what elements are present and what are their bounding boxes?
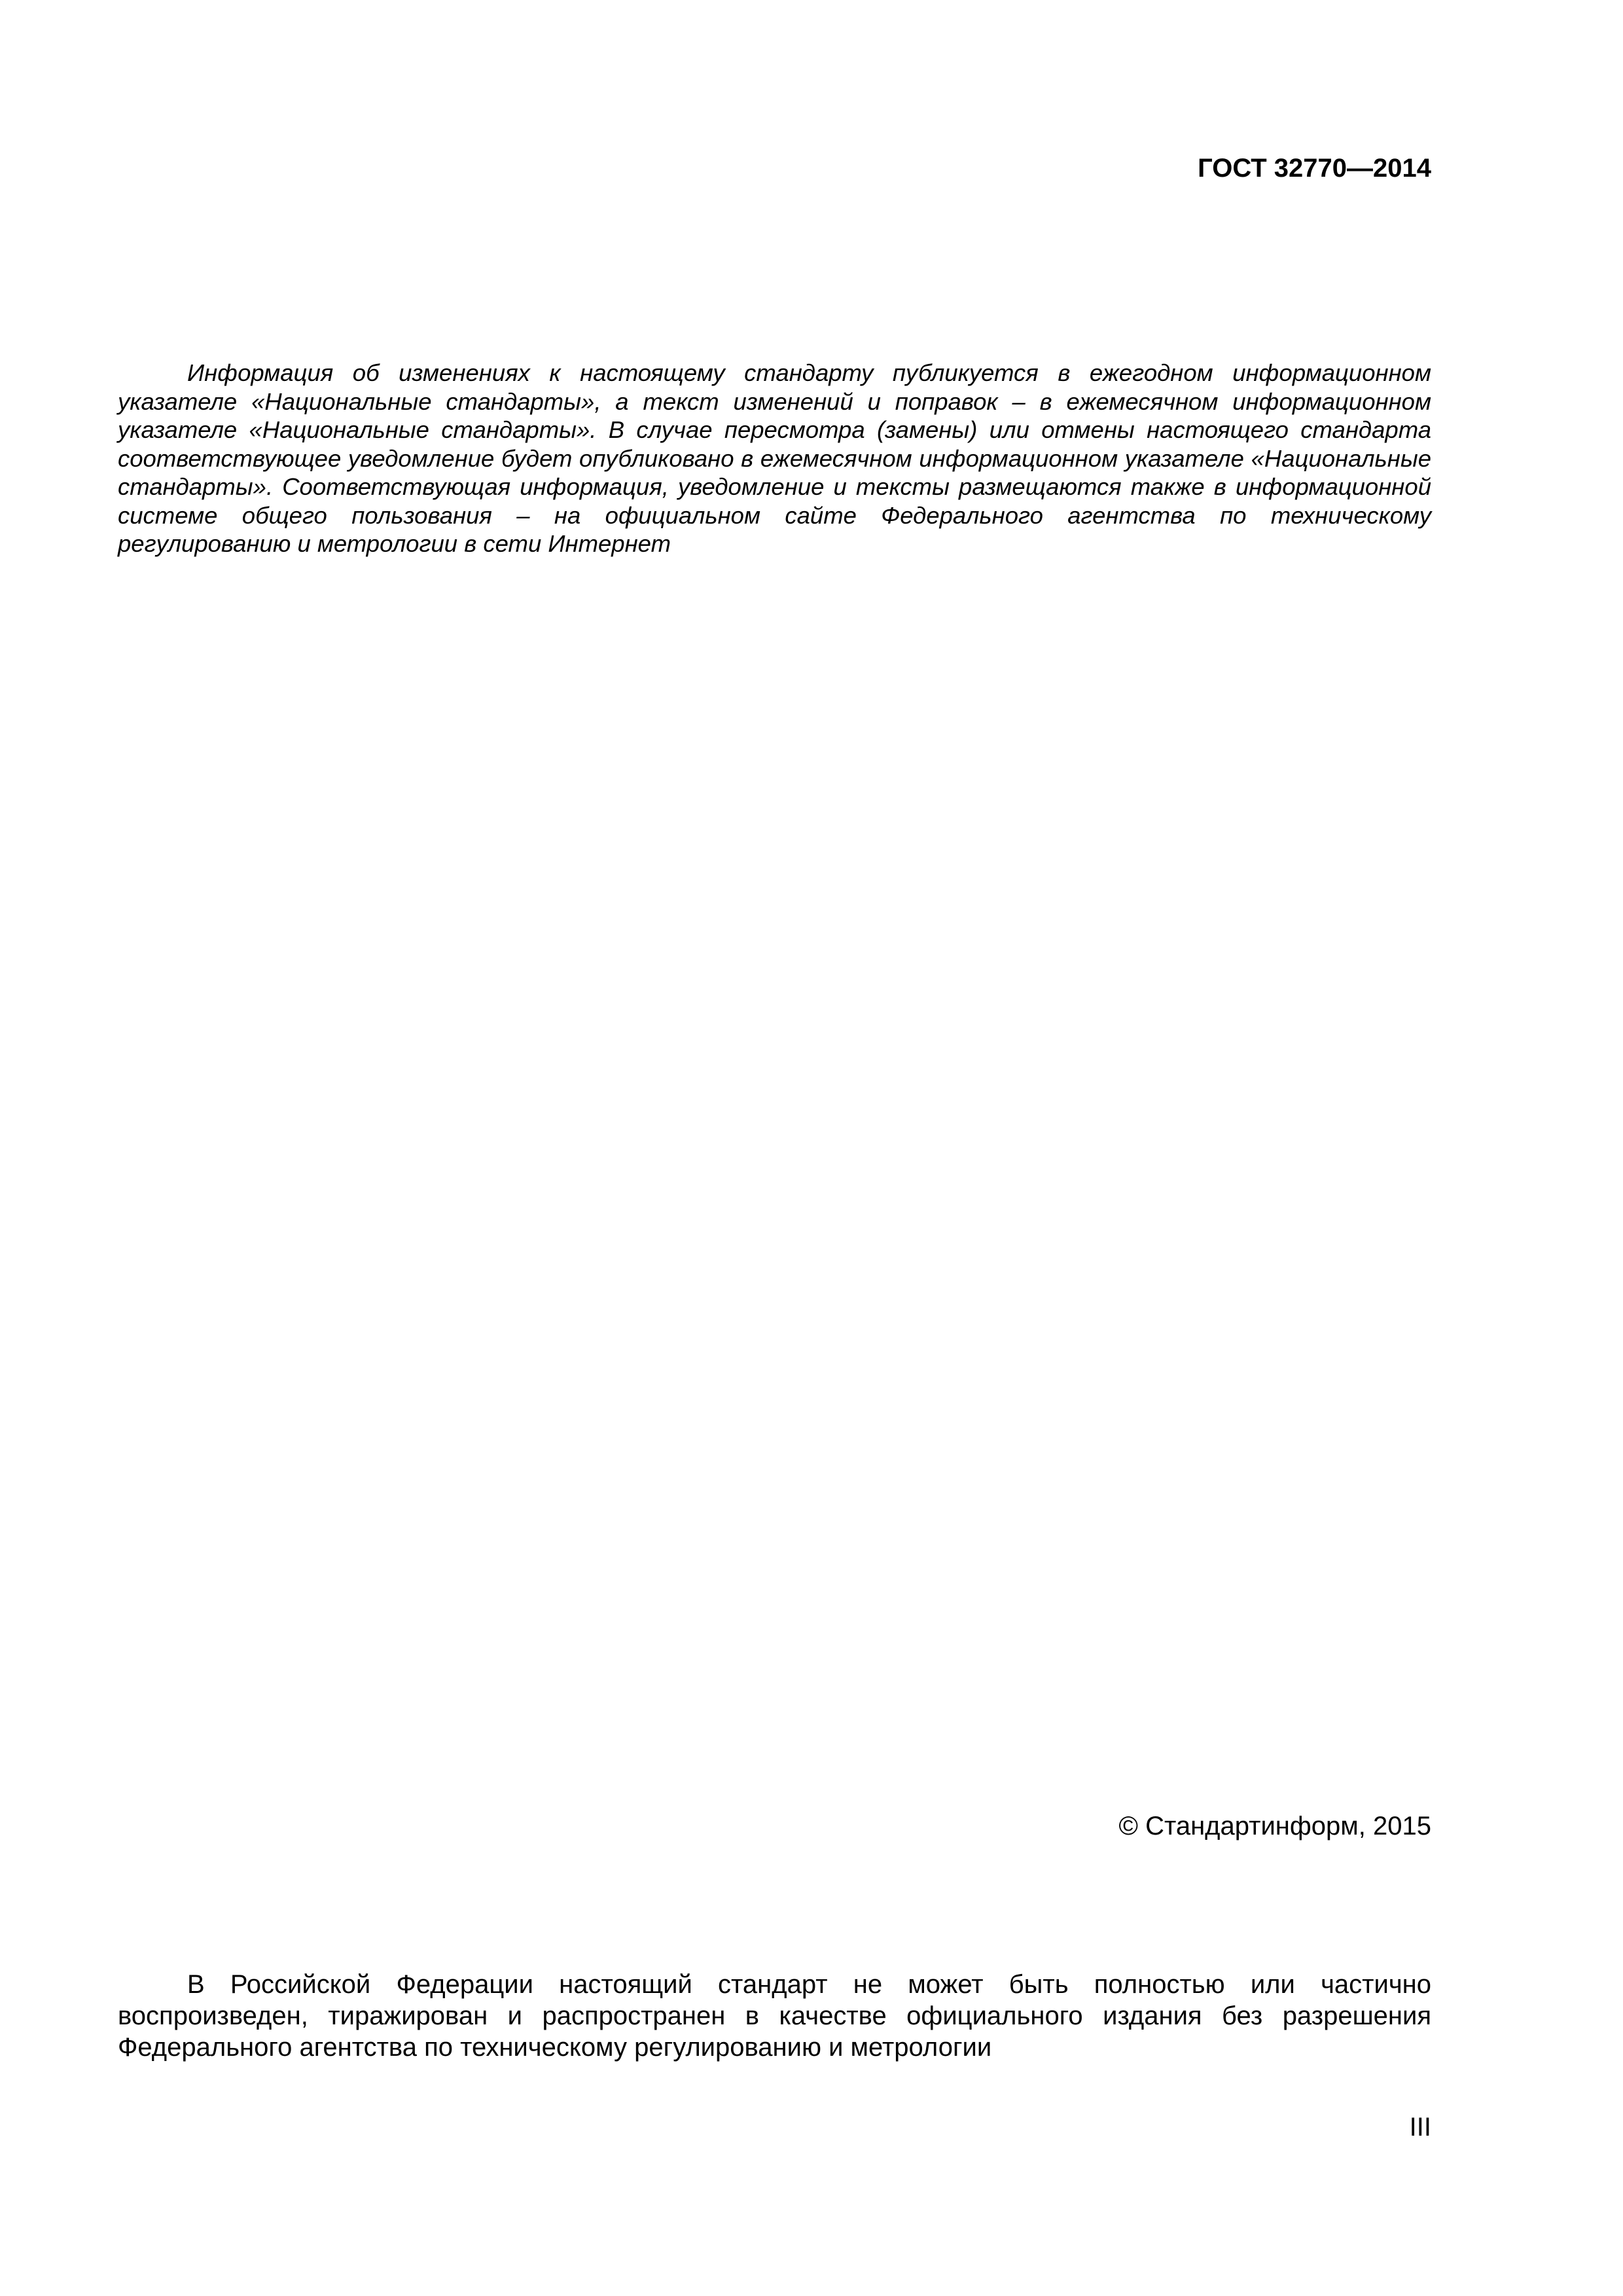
reproduction-restriction-notice: В Российской Федерации настоящий стандарт не может быть полностью или частично воспроизведен, тиражирован и распространен в качестве официального издания без разрешения Федерального агентства по техническому регулированию и метрологии bbox=[118, 1970, 1431, 2062]
changes-information-notice: Информация об изменениях к настоящему стандарту публикуется в ежегодном информационном указателе «Национальные стандарты», а текст изменений и поправок – в ежемесячном информационном указателе «Национальные стандарты». В случае пересмотра (замены) или отмены настоящего стандарта соответствующее уведомление будет опубликовано в ежемесячном информационном указателе «Национальные стандарты». Соответствующая информация, уведомление и тексты размещаются также в информационной системе общего пользования – на официальном сайте Федерального агентства по техническому регулированию и метрологии в сети Интернет bbox=[118, 359, 1431, 557]
page-number: III bbox=[1409, 2113, 1431, 2142]
copyright-notice: © Стандартинформ, 2015 bbox=[1118, 1812, 1431, 1840]
document-code: ГОСТ 32770—2014 bbox=[1198, 154, 1431, 183]
